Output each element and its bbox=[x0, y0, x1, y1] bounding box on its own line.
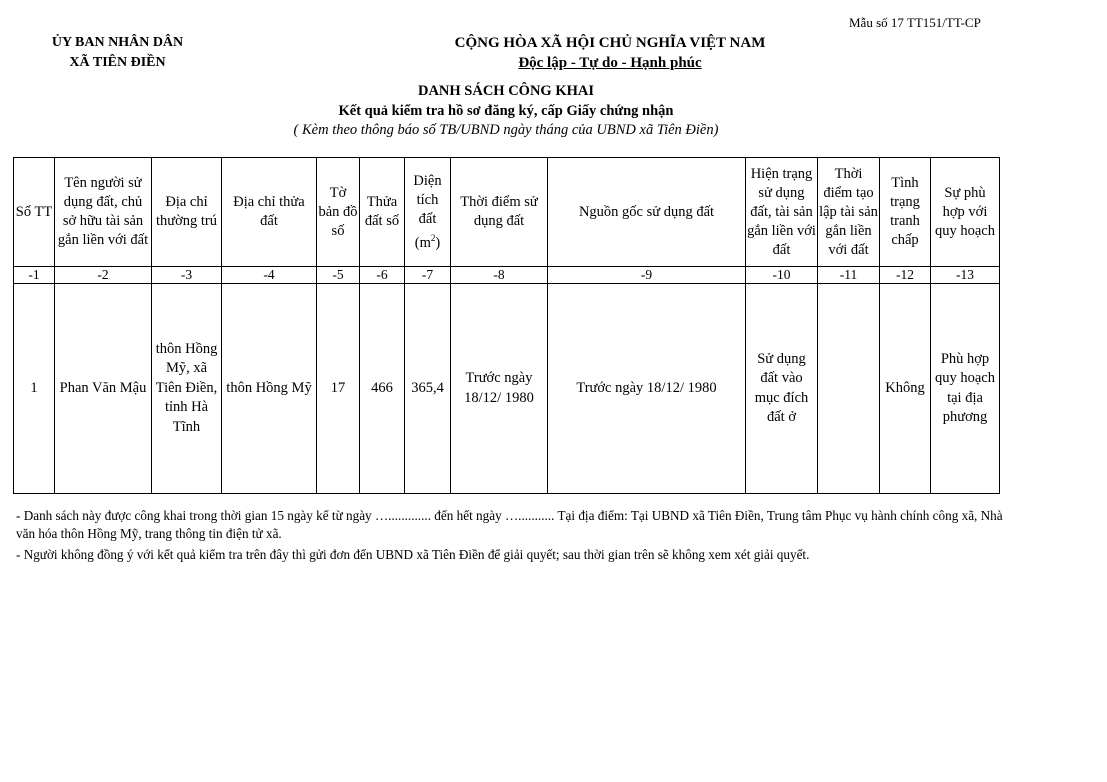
cell-origin: Trước ngày 18/12/ 1980 bbox=[548, 284, 746, 494]
cell-area: 365,4 bbox=[405, 284, 451, 494]
header-dispute: Tình trạng tranh chấp bbox=[880, 158, 931, 267]
national-header bbox=[420, 33, 800, 73]
header-use-time: Thời điểm sử dụng đất bbox=[451, 158, 548, 267]
footer-note-1: - Danh sách này được công khai trong thời gian 15 ngày kể từ ngày …............. đến hết ngày …........... Tại địa điểm: Tại UBND xã Tiên Điền, Trung tâm Phục vụ hành chính công xã, Nhà văn hóa thôn Hồng Mỹ, trang thông tin điện tử xã. bbox=[16, 508, 1003, 541]
agency-line2: XÃ TIÊN ĐIỀN bbox=[69, 55, 166, 70]
col-number: -2 bbox=[55, 267, 152, 284]
document-subtitle: Kết quả kiểm tra hồ sơ đăng ký, cấp Giấy chứng nhận bbox=[338, 103, 674, 119]
cell-stt: 1 bbox=[14, 284, 55, 494]
col-number: -12 bbox=[880, 267, 931, 284]
header-map-sheet: Tờ bản đồ số bbox=[317, 158, 360, 267]
col-number: -8 bbox=[451, 267, 548, 284]
cell-use-time: Trước ngày 18/12/ 1980 bbox=[451, 284, 548, 494]
national-line1: CỘNG HÒA XÃ HỘI CHỦ NGHĨA VIỆT NAM bbox=[454, 35, 766, 51]
cell-map-sheet: 17 bbox=[317, 284, 360, 494]
public-list-table bbox=[13, 157, 1000, 494]
header-asset-time: Thời điểm tạo lập tài sản gắn liền với đất bbox=[818, 158, 880, 267]
column-number-row bbox=[14, 267, 1000, 284]
cell-owner: Phan Văn Mậu bbox=[55, 284, 152, 494]
col-number: -3 bbox=[152, 267, 222, 284]
header-planning: Sự phù hợp với quy hoạch bbox=[931, 158, 1000, 267]
form-code: Mẫu số 17 TT151/TT-CP bbox=[849, 15, 981, 30]
table-row bbox=[14, 284, 1000, 494]
col-number: -11 bbox=[818, 267, 880, 284]
col-number: -13 bbox=[931, 267, 1000, 284]
col-number: -7 bbox=[405, 267, 451, 284]
cell-dispute: Không bbox=[880, 284, 931, 494]
header-stt: Số TT bbox=[14, 158, 55, 267]
col-number: -4 bbox=[222, 267, 317, 284]
national-motto: Độc lập - Tự do - Hạnh phúc bbox=[518, 55, 702, 71]
table-header-row bbox=[14, 158, 1000, 267]
header-parcel-address: Địa chỉ thửa đất bbox=[222, 158, 317, 267]
header-owner: Tên người sử dụng đất, chủ sở hữu tài sản gắn liền với đất bbox=[55, 158, 152, 267]
document-note: ( Kèm theo thông báo số TB/UBND ngày tháng của UBND xã Tiên Điền) bbox=[293, 122, 719, 138]
cell-status: Sử dụng đất vào mục đích đất ở bbox=[746, 284, 818, 494]
agency-header bbox=[30, 33, 205, 73]
cell-parcel-no: 466 bbox=[360, 284, 405, 494]
header-residence: Địa chỉ thường trú bbox=[152, 158, 222, 267]
footer-note-2: - Người không đồng ý với kết quả kiểm tra trên đây thì gửi đơn đến UBND xã Tiên Điền để giải quyết; sau thời gian trên sẽ không xem xét giải quyết. bbox=[16, 547, 810, 562]
col-number: -1 bbox=[14, 267, 55, 284]
cell-parcel-address: thôn Hồng Mỹ bbox=[222, 284, 317, 494]
header-parcel-no: Thửa đất số bbox=[360, 158, 405, 267]
header-area: Diện tích đất $(m^2)$ bbox=[405, 158, 451, 267]
col-number: -6 bbox=[360, 267, 405, 284]
cell-planning: Phù hợp quy hoạch tại địa phương bbox=[931, 284, 1000, 494]
col-number: -9 bbox=[548, 267, 746, 284]
col-number: -5 bbox=[317, 267, 360, 284]
cell-asset-time bbox=[818, 284, 880, 494]
header-origin: Nguồn gốc sử dụng đất bbox=[548, 158, 746, 267]
col-number: -10 bbox=[746, 267, 818, 284]
cell-residence: thôn Hồng Mỹ, xã Tiên Điền, tỉnh Hà Tĩnh bbox=[152, 284, 222, 494]
header-status: Hiện trạng sử dụng đất, tài sản gắn liền với đất bbox=[746, 158, 818, 267]
agency-line1: ỦY BAN NHÂN DÂN bbox=[51, 35, 184, 50]
document-title: DANH SÁCH CÔNG KHAI bbox=[417, 83, 595, 99]
